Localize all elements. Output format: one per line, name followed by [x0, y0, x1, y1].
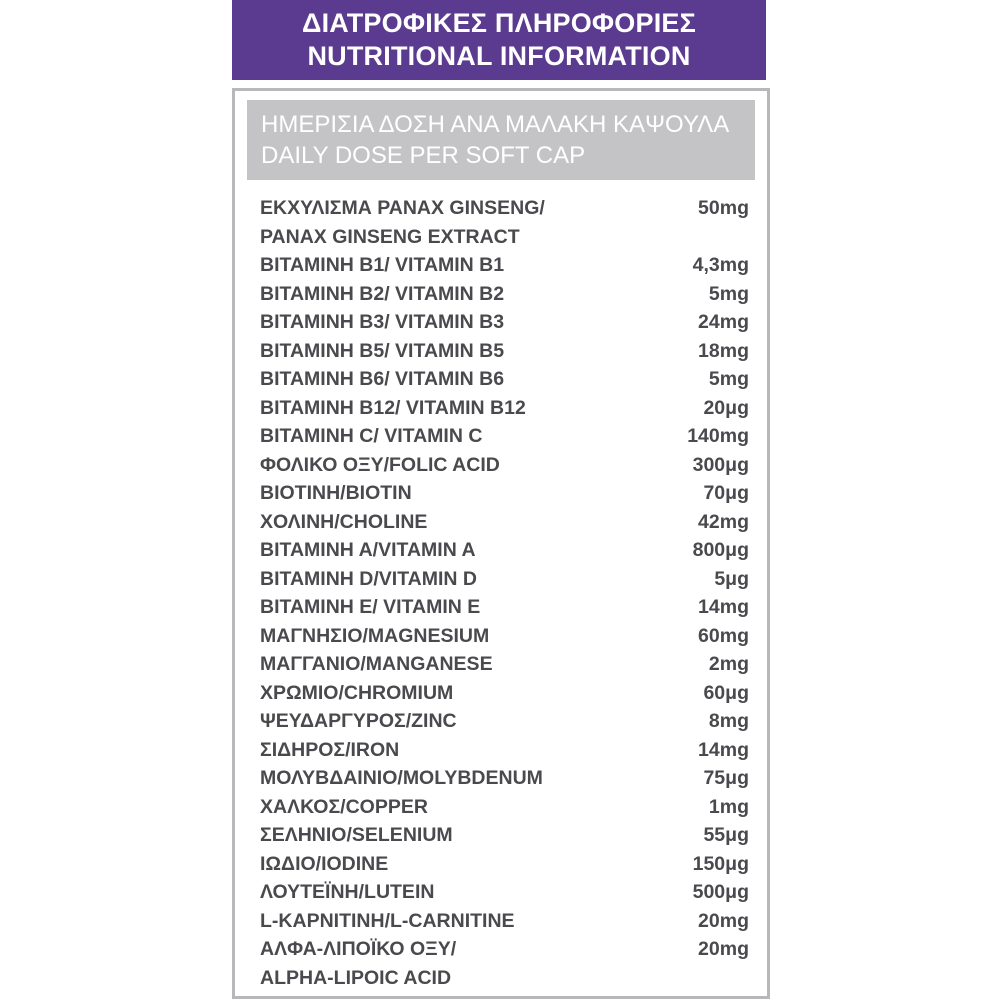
nutrient-name: ΣΙΔΗΡΟΣ/IRON	[260, 738, 400, 761]
nutrient-amount: 2mg	[708, 653, 749, 675]
nutrient-name: ΒΙΤΑΜΙΝΗ C/ VITAMIN C	[260, 425, 483, 447]
nutrient-row	[260, 565, 749, 594]
nutrient-amount: 1mg	[708, 795, 749, 818]
nutrient-name: ΨΕΥΔΑΡΓΥΡΟΣ/ZINC	[260, 710, 457, 732]
nutrient-name: ΣΕΛΗΝΙΟ/SELENIUM	[260, 824, 453, 846]
nutrient-amount: 150μg	[692, 852, 749, 875]
nutrient-name: ΕΚΧΥΛΙΣΜΑ PANAX GINSENG/ PANAX GINSENG EXTRACT	[260, 197, 545, 248]
nutrient-name: ΜΟΛΥΒΔΑΙΝΙΟ/MOLYBDENUM	[260, 767, 543, 789]
nutrient-name: ΧΟΛΙΝΗ/CHOLINE	[260, 510, 428, 533]
nutrient-amount: 20mg	[698, 938, 749, 960]
nutrient-name: ΒΙΤΑΜΙΝΗ Β3/ VITAMIN B3	[260, 311, 505, 333]
nutrient-row	[260, 593, 749, 622]
nutrient-amount: 50mg	[698, 197, 749, 219]
nutrient-row	[260, 394, 749, 423]
nutrient-name: ΒΙΤΑΜΙΝΗ Β12/ VITAMIN B12	[260, 396, 526, 419]
nutrient-name: ΛΟΥΤΕΪΝΗ/LUTEIN	[260, 881, 435, 903]
nutrient-amount: 500μg	[692, 881, 749, 903]
daily-dose-subheader	[247, 100, 755, 180]
nutrient-amount: 14mg	[698, 596, 749, 618]
nutrient-row	[260, 707, 749, 736]
subheader-greek: ΗΜΕΡΙΣΙΑ ΔΟΣΗ ΑΝΑ ΜΑΛΑΚΗ ΚΑΨΟΥΛΑ	[261, 111, 730, 138]
nutrient-amount: 75μg	[703, 767, 749, 789]
nutrient-row	[260, 422, 749, 451]
nutrient-row	[260, 736, 749, 765]
nutrient-name: ΧΑΛΚΟΣ/COPPER	[260, 795, 428, 818]
nutrient-name: ΒΙΤΑΜΙΝΗ Β1/ VITAMIN B1	[260, 254, 505, 276]
nutrient-row	[260, 907, 749, 936]
nutrient-name: ΒΙΤΑΜΙΝΗ Β2/ VITAMIN B2	[260, 282, 505, 305]
nutrient-name: ΒΙΟΤΙΝΗ/BIOTIN	[260, 482, 412, 504]
header-banner	[232, 0, 766, 80]
nutrient-row	[260, 365, 749, 394]
nutrient-list	[260, 194, 749, 992]
nutrient-amount: 4,3mg	[692, 254, 749, 276]
nutrient-name: ΒΙΤΑΜΙΝΗ Α/VITAMIN A	[260, 539, 476, 561]
nutrient-name: ΒΙΤΑΜΙΝΗ D/VITAMIN D	[260, 567, 478, 590]
nutrient-row	[260, 308, 749, 337]
nutrient-amount: 5mg	[708, 368, 749, 390]
nutrient-amount: 8mg	[708, 710, 749, 732]
nutrient-name: ΒΙΤΑΜΙΝΗ Ε/ VITAMIN E	[260, 596, 481, 618]
nutrient-name: ΜΑΓΝΗΣΙΟ/MAGNESIUM	[260, 624, 490, 647]
nutrient-row	[260, 793, 749, 822]
nutrient-amount: 55μg	[703, 824, 749, 846]
nutrient-row	[260, 508, 749, 537]
nutrient-amount: 20mg	[698, 909, 749, 932]
title-english: NUTRITIONAL INFORMATION	[307, 41, 691, 71]
title-greek: ΔΙΑΤΡΟΦΙΚΕΣ ΠΛΗΡΟΦΟΡΙΕΣ	[301, 8, 697, 38]
nutrient-name: ΒΙΤΑΜΙΝΗ Β6/ VITAMIN B6	[260, 368, 505, 390]
nutrient-row	[260, 821, 749, 850]
nutrient-amount: 14mg	[698, 738, 749, 761]
nutrient-row	[260, 451, 749, 480]
nutrient-amount: 140mg	[687, 425, 749, 447]
nutrient-row	[260, 650, 749, 679]
nutrient-name: ΜΑΓΓΑΝΙΟ/MANGANESE	[260, 653, 493, 675]
nutrient-amount: 5μg	[714, 567, 749, 590]
nutrient-row	[260, 764, 749, 793]
nutrient-row	[260, 878, 749, 907]
nutrient-row	[260, 337, 749, 366]
nutrient-row	[260, 679, 749, 708]
nutrient-name: ΦΟΛΙΚΟ ΟΞΥ/FOLIC ACID	[260, 453, 500, 476]
nutrient-row	[260, 194, 749, 251]
nutrient-amount: 70μg	[703, 482, 749, 504]
nutrient-row	[260, 622, 749, 651]
nutrient-row	[260, 536, 749, 565]
nutrient-amount: 20μg	[703, 396, 749, 419]
nutrient-amount: 5mg	[708, 282, 749, 305]
subheader-english: DAILY DOSE PER SOFT CAP	[261, 142, 586, 169]
nutrient-amount: 300μg	[692, 453, 749, 476]
nutrient-name: L-ΚΑΡΝΙΤΙΝΗ/L-CARNITINE	[260, 909, 515, 932]
nutrient-amount: 800μg	[692, 539, 749, 561]
nutrient-amount: 60mg	[698, 624, 749, 647]
nutrient-name: ΑΛΦΑ-ΛΙΠΟΪΚΟ ΟΞΥ/ ALPHA-LIPOIC ACID	[260, 938, 457, 989]
nutrient-amount: 60μg	[703, 681, 749, 704]
nutrient-row	[260, 850, 749, 879]
nutrition-panel	[232, 88, 770, 999]
nutrient-row	[260, 479, 749, 508]
nutrient-name: ΒΙΤΑΜΙΝΗ Β5/ VITAMIN B5	[260, 339, 505, 362]
nutrient-amount: 18mg	[698, 339, 749, 362]
nutrient-amount: 42mg	[698, 510, 749, 533]
nutrient-row	[260, 280, 749, 309]
nutrient-row	[260, 935, 749, 992]
nutrient-row	[260, 251, 749, 280]
nutrient-amount: 24mg	[698, 311, 749, 333]
nutrient-name: ΧΡΩΜΙΟ/CHROMIUM	[260, 681, 454, 704]
nutrient-name: ΙΩΔΙΟ/IODINE	[260, 852, 389, 875]
